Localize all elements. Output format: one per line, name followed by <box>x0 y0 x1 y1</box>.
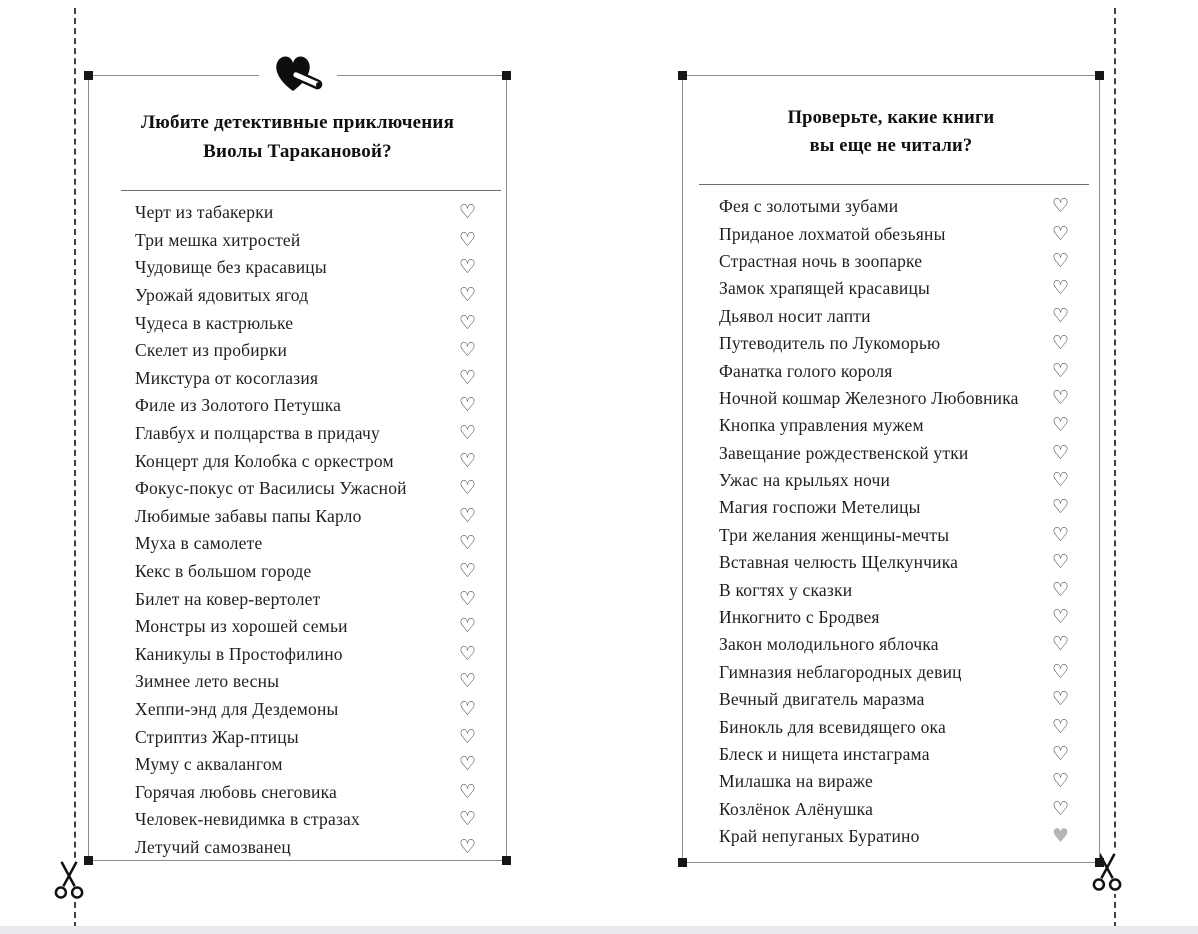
list-item <box>135 254 476 282</box>
book-title: Муму с аквалангом <box>135 754 283 775</box>
checklist-card-tarakanova <box>88 75 507 861</box>
list-item <box>719 412 1069 439</box>
heart-checkbox[interactable]: ♡ <box>1051 770 1069 793</box>
heart-checkbox[interactable]: ♡ <box>458 808 476 831</box>
book-title: Блеск и нищета инстаграма <box>719 744 930 764</box>
heart-checkbox[interactable]: ♡ <box>1051 222 1069 245</box>
book-title: Хеппи-энд для Дездемоны <box>135 698 339 719</box>
book-title: Урожай ядовитых ягод <box>135 285 309 306</box>
book-title: Вечный двигатель маразма <box>719 689 925 710</box>
corner-mark <box>502 856 511 865</box>
list-item <box>719 604 1069 631</box>
book-title: Каникулы в Простофилино <box>135 643 343 664</box>
list-item <box>719 220 1069 247</box>
book-title: Ночной кошмар Железного Любовника <box>719 387 1019 408</box>
card-title-line-1: Проверьте, какие книги <box>787 108 995 128</box>
book-title: Человек-невидимка в стразах <box>135 809 360 830</box>
heart-checkbox[interactable]: ♡ <box>458 339 476 362</box>
heart-checkbox[interactable]: ♡ <box>458 284 476 307</box>
heart-checkbox[interactable]: ♡ <box>458 780 476 803</box>
heart-checkbox[interactable]: ♡ <box>1051 578 1069 601</box>
corner-mark <box>1095 858 1104 867</box>
checklist-card-unread-books <box>682 75 1100 863</box>
heart-checkbox[interactable]: ♡ <box>458 477 476 500</box>
heart-checkbox[interactable]: ♡ <box>1051 414 1069 437</box>
book-title: Три желания женщины-мечты <box>719 524 950 545</box>
heart-checkbox[interactable]: ♡ <box>1051 633 1069 656</box>
list-item <box>135 751 476 779</box>
list-item <box>135 613 476 641</box>
book-title: Закон молодильного яблочка <box>719 634 939 655</box>
book-title: Дьявол носит лапти <box>719 305 871 326</box>
list-item <box>719 576 1069 603</box>
list-item <box>719 248 1069 275</box>
corner-mark <box>678 71 687 80</box>
book-title: В когтях у сказки <box>719 579 853 600</box>
list-item <box>135 834 476 862</box>
page-bottom-edge <box>0 926 1198 934</box>
cut-line-left <box>74 8 76 928</box>
heart-checkbox[interactable]: ♡ <box>458 394 476 417</box>
heart-checkbox[interactable]: ♡ <box>1051 441 1069 464</box>
heart-checkbox[interactable]: ♡ <box>1051 688 1069 711</box>
heart-checkbox[interactable]: ♡ <box>1051 469 1069 492</box>
list-item <box>719 303 1069 330</box>
book-list-right <box>683 185 1099 850</box>
heart-checkbox[interactable]: ♡ <box>458 642 476 665</box>
heart-checkbox[interactable]: ♡ <box>1051 496 1069 519</box>
book-title: Муха в самолете <box>135 533 263 554</box>
card-title-line-2: Виолы Таракановой? <box>203 141 392 162</box>
list-item <box>719 522 1069 549</box>
corner-mark <box>502 71 511 80</box>
heart-checkbox[interactable]: ♡ <box>458 532 476 555</box>
book-title: Милашка на вираже <box>719 771 873 792</box>
list-item <box>719 193 1069 220</box>
book-title: Магия госпожи Метелицы <box>719 497 921 518</box>
book-title: Главбух и полцарства в придачу <box>135 423 380 444</box>
list-item <box>719 741 1069 768</box>
list-item <box>135 668 476 696</box>
list-item <box>135 337 476 365</box>
heart-checkbox-checked[interactable]: ♥ <box>1051 825 1069 848</box>
list-item <box>719 440 1069 467</box>
heart-with-safety-pin-icon <box>259 48 337 100</box>
list-item <box>719 467 1069 494</box>
list-item <box>135 199 476 227</box>
heart-checkbox[interactable]: ♡ <box>1051 523 1069 546</box>
book-title: Фокус-покус от Василисы Ужасной <box>135 478 407 499</box>
list-item <box>135 503 476 531</box>
book-title: Козлёнок Алёнушка <box>719 798 874 819</box>
heart-checkbox[interactable]: ♡ <box>1051 606 1069 629</box>
book-title: Концерт для Колобка с оркестром <box>135 450 394 471</box>
heart-checkbox[interactable]: ♡ <box>1051 195 1069 218</box>
book-title: Черт из табакерки <box>135 202 274 223</box>
book-title: Край непуганых Буратино <box>719 826 920 847</box>
heart-checkbox[interactable]: ♡ <box>1051 715 1069 738</box>
list-item <box>719 549 1069 576</box>
list-item <box>135 641 476 669</box>
book-title: Путеводитель по Лукоморью <box>719 333 941 354</box>
heart-checkbox[interactable]: ♡ <box>458 587 476 610</box>
corner-mark <box>84 856 93 865</box>
book-title: Билет на ковер-вертолет <box>135 588 321 609</box>
list-item <box>135 392 476 420</box>
heart-checkbox[interactable]: ♡ <box>458 560 476 583</box>
book-title: Замок храпящей красавицы <box>719 278 930 299</box>
corner-mark <box>1095 71 1104 80</box>
list-item <box>135 475 476 503</box>
heart-checkbox[interactable]: ♡ <box>458 670 476 693</box>
list-item <box>719 631 1069 658</box>
list-item <box>135 778 476 806</box>
book-title: Любимые забавы папы Карло <box>135 505 362 526</box>
list-item <box>135 806 476 834</box>
list-item <box>135 365 476 393</box>
heart-checkbox[interactable]: ♡ <box>1051 304 1069 327</box>
card-title-line-2: вы еще не читали? <box>809 136 973 156</box>
scissors-icon <box>54 858 84 902</box>
list-item <box>719 275 1069 302</box>
list-item <box>135 282 476 310</box>
list-item <box>719 796 1069 823</box>
book-title: Инкогнито с Бродвея <box>719 607 880 628</box>
book-title: Летучий самозванец <box>135 836 291 857</box>
list-item <box>135 447 476 475</box>
heart-checkbox[interactable]: ♡ <box>1051 660 1069 683</box>
heart-checkbox[interactable]: ♡ <box>458 366 476 389</box>
heart-checkbox[interactable]: ♡ <box>458 311 476 334</box>
heart-checkbox[interactable]: ♡ <box>458 504 476 527</box>
corner-mark <box>84 71 93 80</box>
book-title: Кекс в большом городе <box>135 561 312 582</box>
book-title: Чудеса в кастрюльке <box>135 312 294 333</box>
heart-checkbox[interactable]: ♡ <box>1051 551 1069 574</box>
heart-checkbox[interactable]: ♡ <box>458 201 476 224</box>
book-title: Стриптиз Жар-птицы <box>135 726 299 747</box>
list-item <box>719 659 1069 686</box>
heart-checkbox[interactable]: ♡ <box>1051 386 1069 409</box>
heart-checkbox[interactable]: ♡ <box>458 256 476 279</box>
heart-checkbox[interactable]: ♡ <box>1051 249 1069 272</box>
book-list-left <box>89 191 506 861</box>
card-title <box>683 76 1099 160</box>
heart-checkbox[interactable]: ♡ <box>458 753 476 776</box>
heart-checkbox[interactable]: ♡ <box>458 835 476 858</box>
book-title: Фея с золотыми зубами <box>719 196 899 217</box>
book-title: Завещание рождественской утки <box>719 442 969 463</box>
book-title: Ужас на крыльях ночи <box>719 470 891 491</box>
heart-checkbox[interactable]: ♡ <box>458 422 476 445</box>
book-title: Микстура от косоглазия <box>135 367 319 388</box>
heart-checkbox[interactable]: ♡ <box>458 725 476 748</box>
book-title: Фанатка голого короля <box>719 360 893 381</box>
book-title: Зимнее лето весны <box>135 671 280 692</box>
list-item <box>719 823 1069 850</box>
book-title: Горячая любовь снеговика <box>135 781 338 802</box>
book-title: Чудовище без красавицы <box>135 257 327 278</box>
list-item <box>719 330 1069 357</box>
book-title: Скелет из пробирки <box>135 340 288 361</box>
list-item <box>719 713 1069 740</box>
heart-checkbox[interactable]: ♡ <box>1051 277 1069 300</box>
heart-checkbox[interactable]: ♡ <box>458 449 476 472</box>
list-item <box>135 530 476 558</box>
book-title: Гимназия неблагородных девиц <box>719 661 962 682</box>
list-item <box>135 227 476 255</box>
list-item <box>135 585 476 613</box>
card-title-line-1: Любите детективные приключения <box>140 112 455 133</box>
list-item <box>135 309 476 337</box>
heart-checkbox[interactable]: ♡ <box>458 615 476 638</box>
list-item <box>719 686 1069 713</box>
book-title: Кнопка управления мужем <box>719 415 924 436</box>
heart-checkbox[interactable]: ♡ <box>1051 743 1069 765</box>
book-title: Страстная ночь в зоопарке <box>719 250 923 271</box>
book-title: Три мешка хитростей <box>135 229 301 250</box>
list-item <box>135 723 476 751</box>
book-title: Бинокль для всевидящего ока <box>719 716 946 737</box>
list-item <box>719 494 1069 521</box>
cut-line-right <box>1114 8 1116 928</box>
corner-mark <box>678 858 687 867</box>
book-title: Приданое лохматой обезьяны <box>719 223 946 244</box>
list-item <box>135 696 476 724</box>
list-item <box>135 420 476 448</box>
list-item <box>135 558 476 586</box>
heart-checkbox[interactable]: ♡ <box>1051 797 1069 820</box>
book-title: Вставная челюсть Щелкунчика <box>719 552 959 573</box>
list-item <box>719 768 1069 795</box>
list-item <box>719 357 1069 384</box>
heart-checkbox[interactable]: ♡ <box>458 697 476 720</box>
heart-checkbox[interactable]: ♡ <box>1051 359 1069 382</box>
book-title: Монстры из хорошей семьи <box>135 616 348 637</box>
list-item <box>719 385 1069 412</box>
heart-checkbox[interactable]: ♡ <box>458 228 476 251</box>
book-title: Филе из Золотого Петушка <box>135 395 342 416</box>
heart-checkbox[interactable]: ♡ <box>1051 332 1069 355</box>
